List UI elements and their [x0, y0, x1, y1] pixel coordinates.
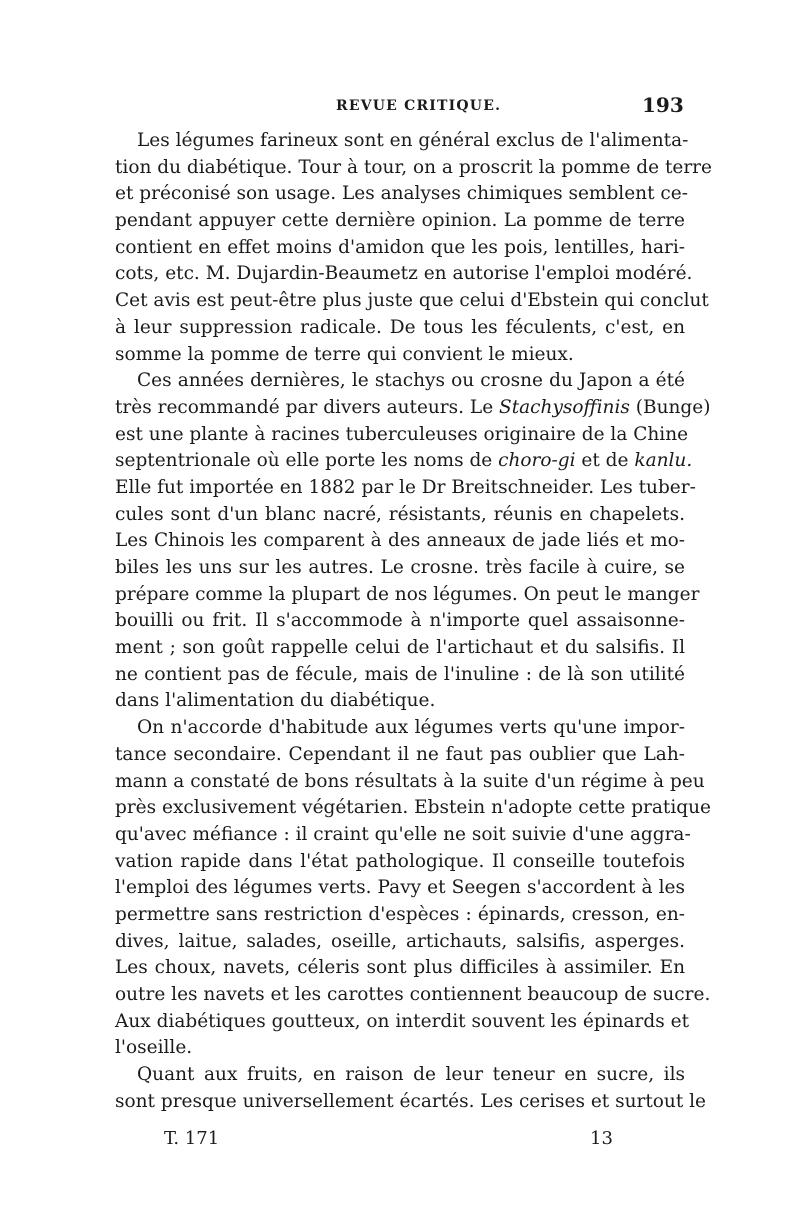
text-line: [115, 929, 685, 956]
italic-term: kanlu.: [634, 450, 693, 472]
text-line: [115, 555, 685, 582]
text-span: qu'avec méfiance : il craint qu'elle ne soit suivie d'une aggra-: [115, 823, 691, 845]
text-line: [115, 902, 685, 929]
text-line: [115, 1009, 689, 1036]
text-span: cules sont d'un blanc nacré, résistants, réunis en chapelets.: [115, 503, 685, 525]
text-span: Aux diabétiques goutteux, on interdit souvent les épinards et: [115, 1010, 689, 1032]
text-span: très recommandé par divers auteurs. Le: [115, 396, 500, 418]
text-span: dives, laitue, salades, oseille, artichauts, salsifis, asperges.: [115, 930, 685, 952]
body-text: [115, 128, 712, 1115]
text-line: [115, 315, 685, 342]
text-span: dans l'alimentation du diabétique.: [115, 690, 436, 712]
text-span: contient en effet moins d'amidon que les pois, lentilles, hari-: [115, 236, 685, 258]
text-span: Les légumes farineux sont en général exclus de l'alimenta-: [137, 130, 689, 151]
text-line: [115, 955, 685, 982]
text-line: [115, 342, 685, 369]
text-line: [115, 822, 691, 849]
text-span: l'emploi des légumes verts. Pavy et Seegen s'accordent à les: [115, 877, 685, 899]
italic-term: Stachysoffinis: [499, 396, 630, 418]
text-span: l'oseille.: [115, 1037, 193, 1059]
text-span: permettre sans restriction d'espèces : épinards, cresson, en-: [115, 903, 685, 925]
text-line: [115, 608, 685, 635]
text-line: [115, 288, 709, 315]
text-span: est une plante à racines tuberculeuses originaire de la Chine: [115, 423, 689, 445]
text-span: ment ; son goût rappelle celui de l'artichaut et du salsifis. Il: [115, 637, 685, 659]
text-line: [115, 422, 689, 449]
text-span: tance secondaire. Cependant il ne faut pas oublier que Lah-: [115, 743, 685, 765]
text-line: [115, 742, 685, 769]
text-line: [115, 849, 685, 876]
text-span: Les Chinois les comparent à des anneaux de jade liés et mo-: [115, 530, 685, 552]
text-line: [115, 875, 685, 902]
text-line: [115, 635, 685, 662]
text-line: [115, 208, 685, 235]
text-line: [115, 235, 685, 262]
text-span: et de: [575, 450, 635, 472]
text-span: Cet avis est peut-être plus juste que celui d'Ebstein qui conclut: [115, 290, 709, 312]
text-span: biles les uns sur les autres. Le crosne. très facile à cuire, se: [115, 557, 685, 578]
text-line: [115, 1062, 685, 1089]
text-span: sont presque universellement écartés. Les cerises et surtout le: [115, 1090, 707, 1112]
text-span: cots, etc. M. Dujardin-Beaumetz en autorise l'emploi modéré.: [115, 263, 693, 285]
text-line: [115, 528, 685, 555]
signature-mark: T. 171: [164, 1128, 220, 1149]
text-line: [115, 502, 685, 529]
text-line: [115, 475, 696, 502]
text-line: [115, 715, 685, 742]
text-line: [115, 368, 685, 395]
sheet-number: 13: [590, 1128, 613, 1149]
text-line: [115, 1089, 707, 1116]
text-span: prépare comme la plupart de nos légumes. On peut le manger: [115, 583, 700, 605]
text-line: [115, 769, 705, 796]
text-line: [115, 982, 711, 1009]
text-span: somme la pomme de terre qui convient le mieux.: [115, 343, 574, 365]
text-span: Quant aux fruits, en raison de leur teneur en sucre, ils: [137, 1064, 685, 1086]
running-title: REVUE CRITIQUE.: [336, 98, 502, 114]
text-span: outre les navets et les carottes contiennent beaucoup de sucre.: [115, 984, 711, 1005]
text-span: mann a constaté de bons résultats à la suite d'un régime à peu: [115, 770, 705, 792]
text-line: [115, 448, 693, 475]
text-span: On n'accorde d'habitude aux légumes verts qu'une impor-: [137, 717, 685, 739]
text-line: [115, 181, 688, 208]
text-line: [115, 582, 700, 609]
text-line: [115, 261, 693, 288]
text-span: septentrionale où elle porte les noms de: [115, 450, 499, 472]
italic-term: choro-gi: [498, 450, 576, 472]
page-number: 193: [642, 93, 684, 117]
text-span: vation rapide dans l'état pathologique. Il conseille toutefois: [115, 850, 685, 872]
text-line: [115, 795, 711, 822]
text-line: [115, 1035, 685, 1062]
text-span: (Bunge): [629, 396, 711, 418]
text-span: Elle fut importée en 1882 par le Dr Breitschneider. Les tuber-: [115, 476, 696, 498]
text-span: à leur suppression radicale. De tous les féculents, c'est, en: [115, 316, 685, 338]
text-line: [115, 395, 711, 422]
text-span: pendant appuyer cette dernière opinion. La pomme de terre: [115, 210, 685, 232]
text-line: [115, 662, 685, 689]
text-span: près exclusivement végétarien. Ebstein n'adopte cette pratique: [115, 797, 711, 819]
text-span: ne contient pas de fécule, mais de l'inuline : de là son utilité: [115, 663, 685, 685]
text-line: [115, 688, 685, 715]
text-span: Ces années dernières, le stachys ou crosne du Japon a été: [137, 370, 685, 392]
text-span: Les choux, navets, céleris sont plus difficiles à assimiler. En: [115, 957, 685, 979]
text-span: bouilli ou frit. Il s'accommode à n'importe quel assaisonne-: [115, 610, 685, 632]
text-line: [115, 128, 689, 155]
text-line: [115, 155, 712, 182]
text-span: et préconisé son usage. Les analyses chimiques semblent ce-: [115, 183, 688, 205]
text-span: tion du diabétique. Tour à tour, on a proscrit la pomme de terre: [115, 156, 712, 178]
